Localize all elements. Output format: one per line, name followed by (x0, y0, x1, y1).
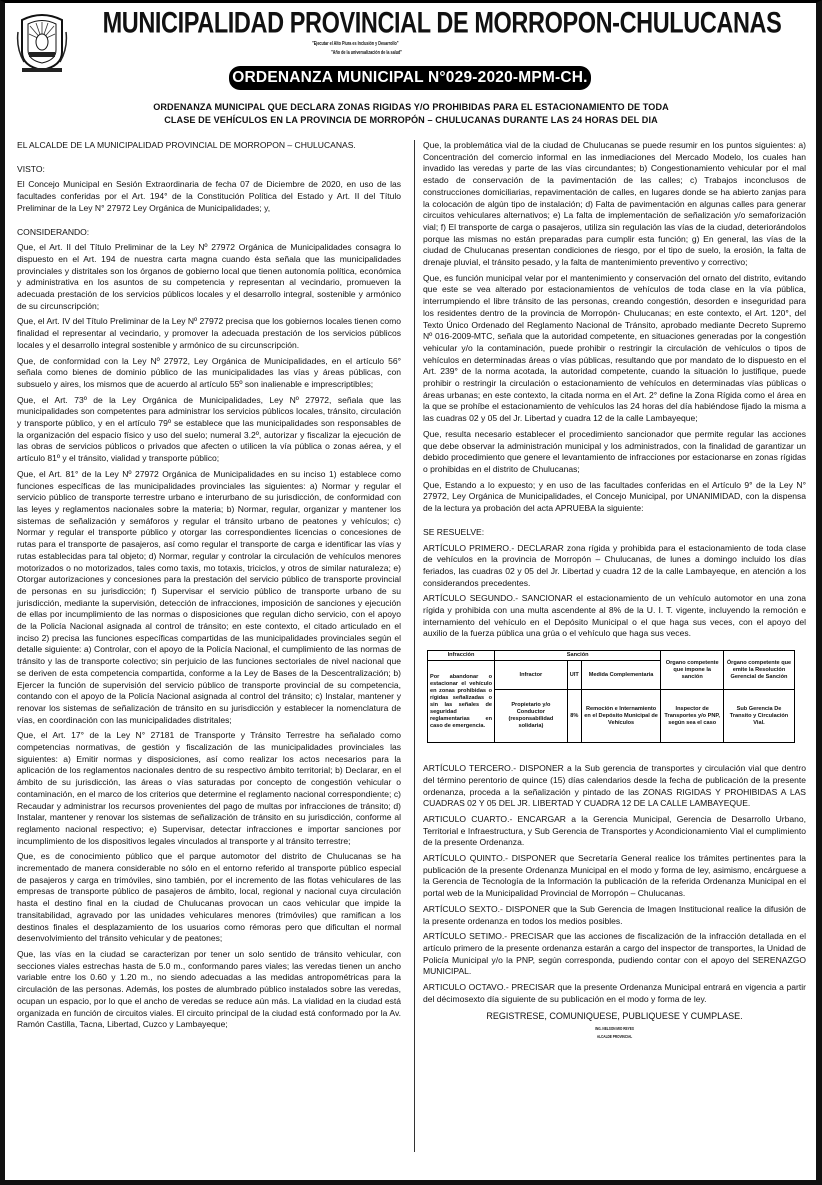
visto-text: El Concejo Municipal en Sesión Extraordinaria de fecha 07 de Diciembre de 2020, en uso de las facultades conferidas por el Art. 194° de la Constitución Política del Estado y Art. II del Título Preliminar de la Ley N° 27972 Ley Orgánica de Municipalidades; y, (17, 179, 401, 213)
considerando-paragraph: Que, el Art. 81° de la Ley Nº 27972 Orgánica de Municipalidades en su inciso 1) establece como funciones específicas de las municipalidades provinciales las siguientes: a) Normar y regular el servicio público de transporte terrestre urbano e interurbano de su jurisdicción, de conformidad con las leyes y reglamentos nacionales sobre la materia; b) Normar, regular, organizar y mantener los sistemas de señalización y semáforos y regular el tránsito urbano de peatones y vehículos; c) Normar y regular el transporte público y otorgar las correspondientes licencias o concesiones de rutas para el transporte de pasajeros, así como regular el transporte de carga e identificar las vías y rutas establecidas para tal objeto; d) Normar, regular y controlar la circulación de vehículos menores motorizados o no motorizados, tales como taxis, mo totaxis, triciclos, y otros de similar naturaleza; e) Otorgar autorizaciones y concesiones para la prestación del servicio público de transporte provincial de personas en su jurisdicción; f) Supervisar el servicio público de transporte urbano de su jurisdicción, mediante la supervisión, detección de infracciones, imposición de sanciones y ejecución de ellas por incumplimiento de las normas o disposiciones que regulan dicho servicio, con el apoyo de la Policía Nacional asignada al control de tránsito; en este contexto, el citado articulado en el inciso 2) precisa las funciones específicas compartidas de las municipalidades provinciales según el detalle siguiente: a) Controlar, con el apoyo de la Policía Nacional, el cumplimiento de las normas de tránsito y las de transporte colectivo; sin perjuicio de las funciones sectoriales de nivel nacional que se deriven de esta competencia compartida, conforme a la Ley de Bases de la Descentralización; b) Ejercer la función de supervisión del servicio público de transporte provincial de su competencia, contando con el apoyo de la Policía Nacional asignada al control del tránsito; c) Instalar, mantener y renovar los sistemas de señalización de tránsito en su jurisdicción y establecer la nomenclatura de vías, en coordinación con las municipalidades distritales; (17, 468, 401, 725)
header-organo-impone: Organo competente que impone la sanción (661, 651, 724, 690)
article-primero: ARTÍCULO PRIMERO.- DECLARAR zona rígida y prohibida para el estacionamiento de toda clase de vehículos en la provincia de Morropón – Chulucanas, de lunes a domingo incluido los días feriados, las cuadras 02 y 05 del Jr. Libertad y cuadra 12 de la calle Lambayeque, en atención a los considerandos precedentes. (423, 542, 806, 588)
cell-infractor: Propietario y/o Conductor (responsabilidad solidaria) (495, 690, 568, 743)
mayor-intro: EL ALCALDE DE LA MUNICIPALIDAD PROVINCIAL DE MORROPON – CHULUCANAS. (17, 140, 356, 150)
header-medida: Medida Complementaria (581, 661, 661, 690)
ordinance-number-badge: ORDENANZA MUNICIPAL N°029-2020-MPM-CH. (229, 66, 591, 90)
considerando-paragraph: Que, el Art. IV del Título Preliminar de la Ley Nº 27972 precisa que los gobiernos locales tienen como finalidad el representar al vecindario, y promover la adecuada prestación de los servicios públicos locales y el desarrollo integral sostenible y armónico de su circunscripción. (17, 316, 401, 350)
left-column (17, 140, 401, 1035)
considerando-paragraph: Que, es función municipal velar por el mantenimiento y conservación del ornato del distrito, evitando que este se vea alterado por estacionamientos de vehículos de toda clase en la vía pública, interrumpiendo el libre tránsito de las personas, creando congestión, desorden e inseguridad para los residentes dentro de la provincia de Morropón- Chulucanas; en este contexto, el Art. 120°, del Texto Único Ordenado del Reglamento Nacional de Tránsito, aprobado mediante Decreto Supremo Nº 016-2009-MTC, señala que la autoridad competente, en situaciones generadas por la congestión vehicular y/o la contaminación, puede prohibir o restringir la circulación de vehículos o tipos de vehículos en determinadas áreas o vías públicas, resultando que por mandato de lo dispuesto en el Art. 239° de la norma acotada, la autoridad competente, cuando la situación lo justifique, puede prohibir o restringir la circulación o estacionamiento de vehículos en determinadas vías públicas o áreas urbanas; en este contexto, la citada norma en el Art. 2° define la Zona Rígida como el área en la que se prohíbe el estacionamiento de vehículos las 24 horas del día habiéndose fijado la misma a las cuadras 02 y 05 del Jr. Libertad y cuadra 12 de la calle Lambayeque; (423, 272, 806, 424)
sanction-table (427, 650, 795, 743)
header-organo-emite: Órgano competente que emite la Resolución Gerencial de Sanción (724, 651, 795, 690)
considerando-paragraph: Que, resulta necesario establecer el procedimiento sancionador que permite regular las acciones que debe observar la administración municipal y los administrados, con la finalidad de garantizar un debido procedimiento que genere el levantamiento de infracciones por estacionarse en zonas rígidas o prohibidas en el distrito de Chulucanas; (423, 428, 806, 474)
municipal-seal-icon (16, 12, 68, 74)
considerando-heading: CONSIDERANDO: (17, 226, 90, 237)
motto-line-2: "Año de la universalización de la salud" (331, 50, 403, 56)
article-cuarto: ARTICULO CUARTO.- ENCARGAR a la Gerencia Municipal, Gerencia de Desarrollo Urbano, Territorial e Infraestructura, y Sub Gerencia de Transportes y Acondicionamiento Vial el cumplimiento de la presente Ordenanza. (423, 813, 806, 848)
considerando-paragraph: Que, la problemática vial de la ciudad de Chulucanas se puede resumir en los puntos siguientes: a) Concentración del comercio informal en las inmediaciones del Mercado Modelo, los cuales han invadido las veredas y parte de las vías circundantes; b) Congestionamiento vehicular por el mal estado de conservación de la pavimentación de las calles; c) Trabajos inconclusos de construcciones domiciliarias, repavimentación de calles, en lugares donde se ha abierto zanjas para la colocación de algún tipo de instalación; d) Falta de pavimentación en algunas calles para generar circuitos vehiculares alternativos; e) La falta de implementación de señalización y/o semaforización vial; f) El transporte de carga o pasajeros, utiliza sin regulación las vías de la ciudad, deteriorándolos porque las mismas no están preparadas para cumplir esta función; g) En general, las vías de la ciudad de Chulucanas presentan condiciones de riesgo, por el tipo de suelo, la erosión, la falta de drenaje pluvial, el tránsito pesado, y la falta de mantenimiento preventivo y correctivo; (423, 140, 806, 268)
cell-uit: 8% (567, 690, 581, 743)
article-segundo: ARTÍCULO SEGUNDO.- SANCIONAR el estacionamiento de un vehículo automotor en una zona rígida y prohibida con una multa ascendente al 8% de la U. I. T. vigente, incluyendo la remoción e internamiento del vehículo en el Depósito Municipal o el que haga sus veces, con el apoyo del auxilio de la fuerza pública una grúa o el vehículo que haga sus veces. (423, 593, 806, 639)
closing-formula: REGISTRESE, COMUNIQUESE, PUBLIQUESE Y CUMPLASE. (486, 1011, 743, 1022)
ordinance-subtitle (60, 101, 762, 126)
considerando-paragraph: Que, es de conocimiento público que el parque automotor del distrito de Chulucanas se ha incrementado de manera considerable no sólo en el entorno referido al transporte público especial de pasajeros y carga en trimóviles, sino también, por el incremento de las flotas vehiculares de las empresas de transporte público de pasajeros de ámbito, local, regional y nacional cuya circulación hasta el destino final en la ciudad de Chulucanas provocan un caos vehicular que impide la transitabilidad, agravado por las unidades vehiculares menores (trimóviles) que ramifican a los destinos finales el desplazamiento de los usuarios como rémoras pero que dificultan el normal desenvolvimiento del tránsito vehicular y de peatones; (17, 851, 401, 944)
article-octavo: ARTICULO OCTAVO.- PRECISAR que la presente Ordenanza Municipal entrará en vigencia a partir del décimosexto día siguiente de su publicación en el modo y forma de ley. (423, 982, 806, 1004)
considerando-paragraph: Que, las vías en la ciudad se caracterizan por tener un solo sentido de tránsito vehicular, con secciones viales estrechas hasta de 5.0 m., conformando pares viales; las veredas tienen un ancho variable entre los 0.60 y 1.20 m., no siendo adecuadas a las medidas antropométricas para la circulación de las personas. Además, los postes de alumbrado público instalados sobre las veredas, ocupan un espacio, por lo que el ancho de veredas se reduce aún más. La vialidad en la ciudad está organizada en función de circuitos viales. El circuito principal de la ciudad está conformado por la Av. Ramón Castilla, Tacna, Libertad, Cuzco y Lambayeque; (17, 949, 401, 1030)
cell-infraccion: Por abandonar o estacionar el vehículo en zonas prohibidas o rígidas señalizadas o sin las señales de seguridad reglamentarias en caso de emergencia. (428, 661, 495, 743)
signature-block (423, 1025, 806, 1041)
document-header (0, 0, 822, 130)
header-sancion: Sanción (495, 651, 661, 661)
considerando-paragraph: Que, el Art. 17° de la Ley N° 27181 de Transporte y Tránsito Terrestre ha señalado como competencias normativas, de gestión y fiscalización de las municipalidades provinciales las siguientes: a) Emitir normas y disposiciones, así como realizar los actos necesarios para la aplicación de los reglamentos nacionales dentro de su respectivo ámbito territorial; b) Declarar, en el ámbito de su jurisdicción, las áreas o vías saturadas por concepto de congestión vehicular o contaminación, en el marco de los criterios que determine el reglamento nacional correspondiente; c) Recaudar y administrar los recursos provenientes del pago de multas por infracciones de tránsito; d) Instalar, mantener y renovar los sistemas de señalización de tránsito en su jurisdicción, conforme al reglamento nacional respectivo; e) Supervisar, detectar infracciones e importar sanciones por incumplimiento de los dispositivos legales vinculados al transporte y al tránsito terrestre; (17, 730, 401, 846)
column-divider (414, 140, 415, 1152)
cell-organo-emite: Sub Gerencia De Transito y Circulación Vial. (724, 690, 795, 743)
signature-title: ALCALDE PROVINCIAL (596, 1034, 633, 1040)
considerando-paragraph: Que, de conformidad con la Ley Nº 27972, Ley Orgánica de Municipalidades, en el artículo 56° señala como bienes de dominio público de las municipalidades las vías y áreas públicas, con subsuelo y aires, los mismos que de acuerdo al artículo 55º son inalienable e imprescriptibles; (17, 355, 401, 389)
header-uit: UIT (567, 661, 581, 690)
header-infractor: Infractor (495, 661, 568, 690)
resuelve-heading: SE RESUELVE: (423, 526, 485, 537)
article-sexto: ARTÍCULO SEXTO.- DISPONER que la Sub Gerencia de Imagen Institucional realice la difusión de la presente ordenanza en todos los medios posibles. (423, 903, 806, 926)
municipality-title: MUNICIPALIDAD PROVINCIAL DE MORROPON-CHULUCANAS (102, 6, 782, 39)
motto-line-1: "Ejecutar el Alto Piura es Inclusión y Desarrollo" (312, 41, 399, 47)
considerando-paragraph: Que, el Art. 73º de la Ley Orgánica de Municipalidades, Ley Nº 27972, señala que las municipalidades son competentes para administrar los servicios públicos locales, tránsito, circulación y transporte público, y en el artículo 79º se establece que las municipalidades son responsables de la organización del espacio físico y uso del suelo; numeral 3.2º, autorizar y fiscalizar la ejecución de las obras de servicios públicos o privados que afecten o utilicen la vía pública o zonas aérea, y el artículo 81º y el tránsito, vialidad y transporte público; (17, 394, 401, 464)
subtitle-line-1: ORDENANZA MUNICIPAL QUE DECLARA ZONAS RIGIDAS Y/O PROHIBIDAS PARA EL ESTACIONAMIENTO DE TODA (153, 102, 669, 112)
article-setimo: ARTÍCULO SETIMO.- PRECISAR que las acciones de fiscalización de la infracción detallada en el artículo primero de la presente ordenanza estarán a cargo del inspector de transportes, la Unidad de Policía Municipal y/o la PNP, según corresponda, pudiendo contar con el apoyo del SERENAZGO MUNICIPAL. (423, 931, 806, 977)
table-header-row (428, 651, 795, 661)
article-quinto: ARTÍCULO QUINTO.- DISPONER que Secretaría General realice los trámites pertinentes para la publicación de la presente Ordenanza Municipal en el modo y forma de ley, asimismo, encárguese a la Gerencia de Tecnología de la Información la publicación de la referida Ordenanza Municipal en el portal web de la Municipalidad Provincial de Morropón – Chulucanas. (423, 853, 806, 899)
subtitle-line-2: CLASE DE VEHÍCULOS EN LA PROVINCIA DE MORROPÓN – CHULUCANAS DURANTE LAS 24 HORAS DEL DIA (164, 114, 658, 125)
visto-heading: VISTO: (17, 163, 45, 174)
header-infraccion: Infracción (428, 651, 495, 661)
considerando-paragraph: Que, Estando a lo expuesto; y en uso de las facultades conferidas en el Artículo 9° de la Ley N° 27972, Ley Orgánica de Municipalidades, el Concejo Municipal, por UNANIMIDAD, con la dispensa de la lectura ya probación del acta APRUEBA la siguiente: (423, 479, 806, 514)
right-column (423, 140, 806, 1041)
considerando-paragraph: Que, el Art. II del Título Preliminar de la Ley Nº 27972 Orgánica de Municipalidades consagra lo dispuesto en el Art. 194 de nuestra carta magna cuando ésta señala que las municipalidades provinciales y distritales son los órganos de gobierno local que tienen autonomía política, económica y administrativa en los asuntos de su competencia y representan al vecindario, promueven la adecuada prestación de los servicios públicos locales y el desarrollo integral, sostenible y armónico de su circunscripción; (17, 242, 401, 311)
article-tercero: ARTÍCULO TERCERO.- DISPONER a la Sub gerencia de transportes y circulación vial que dentro del término perentorio de quince (15) días calendarios desde la fecha de publicación de la presente ordenanza, proceda a la señalización y pintado de las ZONAS RIGIDAS Y PROHIBIDAS A LAS CUADRAS 02 Y 05 DEL JR. LIBERTAD Y CUADRA 12 DE LA CALLE LAMBAYEQUE. (423, 763, 806, 809)
cell-medida: Remoción e Internamiento en el Depósito Municipal de Vehículos (581, 690, 661, 743)
signature-name: ING. NELSON MIO REYES (595, 1026, 634, 1032)
cell-organo-impone: Inspector de Transportes y/o PNP, según sea el caso (661, 690, 724, 743)
